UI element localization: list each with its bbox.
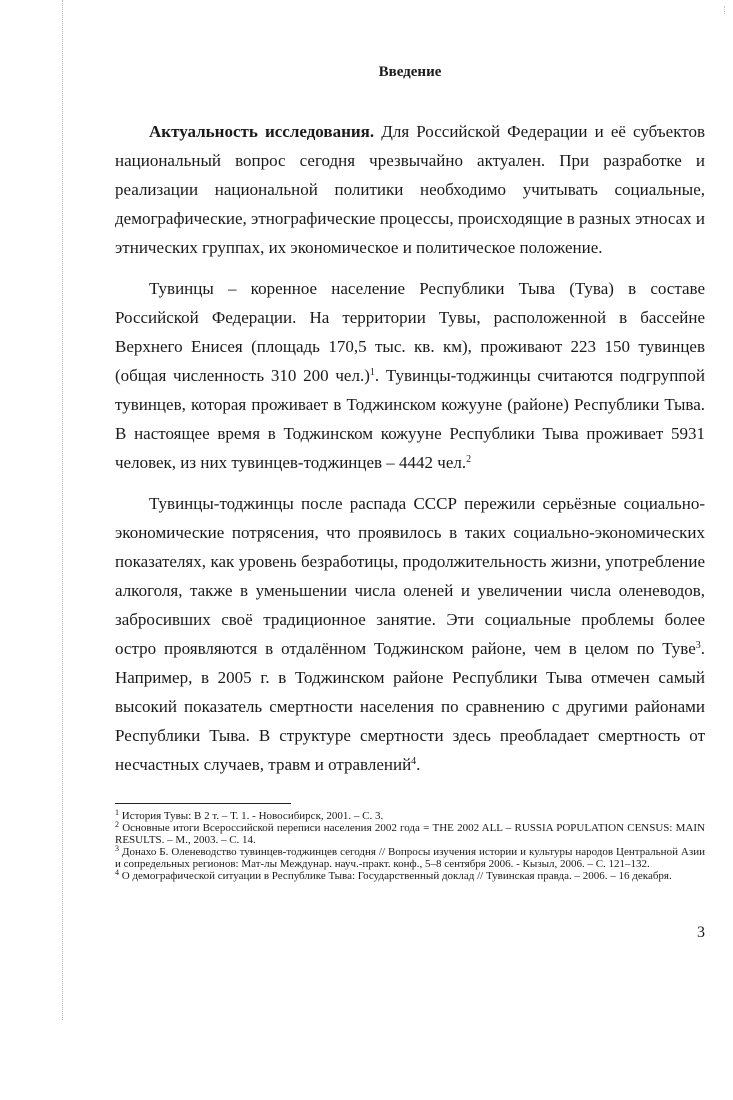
paragraph-text: Тувинцы – коренное население Республики Тыва (Тува) в составе Российской Федерации. На территории Тувы, расположенной в бассейне Верхнего Енисея (площадь 170,5 тыс. кв. км), проживают 223 150 тувинцев (общая численность 310 200 чел.)	[115, 279, 705, 385]
document-page	[115, 62, 706, 941]
paragraph-text: . Например, в 2005 г. в Тоджинском районе Республики Тыва отмечен самый высокий показатель смертности населения по сравнению с другими районами Республики Тыва. В структуре смертности здесь преобладает смертность от несчастных случаев, травм и отравлений	[115, 639, 705, 774]
footnote-text: Донахо Б. Оленеводство тувинцев-тоджинцев сегодня // Вопросы изучения истории и культуры народов Центральной Азии и сопредельных регионов: Мат-лы Междунар. науч.-практ. конф., 5–8 сентября 2006. - Кызыл, 2006. – С. 121–132.	[115, 846, 705, 870]
footnote-ref-1[interactable]: 1	[369, 367, 375, 378]
paragraph-text: Тувинцы-тоджинцы после распада СССР пережили серьёзные социально-экономические потрясения, что проявилось в таких социально-экономических показателях, как уровень безработицы, продолжительность жизни, употребление алкоголя, также в уменьшении числа оленей и увеличении числа оленеводов, забросивших своё традиционное занятие. Эти социальные проблемы более остро проявляются в отдалённом Тоджинском районе, чем в целом по Туве	[115, 494, 705, 658]
footnote-ref-2[interactable]: 2	[466, 454, 472, 465]
footnote-ref-3[interactable]: 3	[695, 640, 701, 651]
footnote-text: Основные итоги Всероссийской переписи населения 2002 года = THE 2002 ALL – RUSSIA POPULATION CENSUS: MAIN RESULTS. – М., 2003. – С. 14.	[115, 822, 705, 846]
footnote-mark: 4	[115, 868, 119, 877]
page-title: Введение	[378, 64, 442, 80]
footnote-1	[115, 810, 705, 822]
footnote-mark: 1	[115, 808, 119, 817]
footnote-mark: 3	[115, 844, 119, 853]
footnote-ref-4[interactable]: 4	[411, 756, 417, 767]
footnote-text: История Тувы: В 2 т. – Т. 1. - Новосибирск, 2001. – С. 3.	[119, 810, 384, 822]
page-number: 3	[697, 924, 705, 941]
paragraph-lead: Актуальность исследования.	[149, 122, 375, 141]
footnote-3	[115, 846, 705, 870]
scan-binding-edge	[62, 0, 65, 1020]
paragraph-text: . Тувинцы-тоджинцы считаются подгруппой тувинцев, которая проживает в Тоджинском кожууне (районе) Республики Тыва. В настоящее время в Тоджинском кожууне Республики Тыва проживает 5931 человек, из них тувинцев-тоджинцев – 4442 чел.	[115, 366, 706, 472]
paragraph-tuvans	[115, 274, 705, 477]
footnote-4	[115, 870, 705, 882]
footnote-divider	[115, 803, 291, 804]
paragraph-todzhins	[115, 489, 705, 779]
paragraph-relevance	[115, 117, 705, 262]
paragraph-text: .	[416, 755, 421, 774]
footnote-mark: 2	[115, 820, 119, 829]
footnote-2	[115, 822, 705, 846]
footnote-text: О демографической ситуации в Республике Тыва: Государственный доклад // Тувинская правда. – 2006. – 16 декабря.	[119, 870, 672, 882]
paragraph-text: Для Российской Федерации и её субъектов национальный вопрос сегодня чрезвычайно актуален. При разработке и реализации национальной политики необходимо учитывать социальные, демографические, этнографические процессы, происходящие в разных этносах и этнических группах, их экономическое и политическое положение.	[115, 122, 705, 257]
scan-mark	[724, 6, 727, 14]
